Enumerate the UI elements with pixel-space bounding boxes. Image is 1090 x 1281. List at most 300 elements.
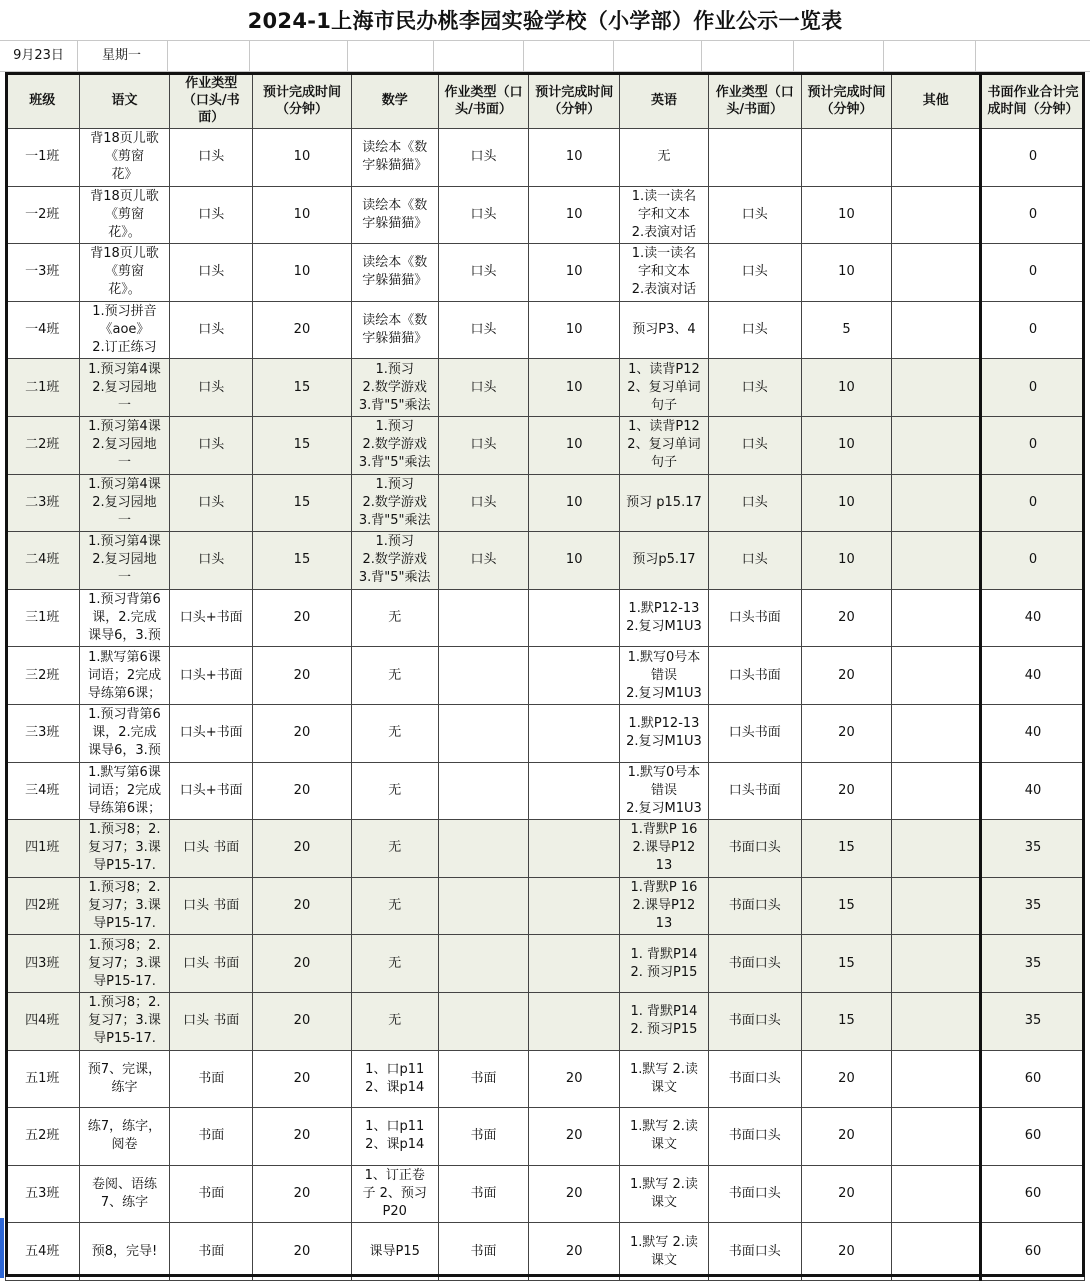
math-cell[interactable]	[351, 704, 438, 762]
class-cell[interactable]	[6, 820, 80, 878]
chinese-cell[interactable]	[79, 704, 170, 762]
chinese-type-cell[interactable]	[170, 416, 253, 474]
english-cell[interactable]	[620, 1223, 709, 1281]
other-cell[interactable]	[892, 186, 981, 244]
chinese-cell[interactable]	[79, 1223, 170, 1281]
english-time-cell[interactable]	[801, 244, 892, 302]
total-time-text: 60	[1024, 1128, 1042, 1144]
english-time-cell[interactable]	[801, 129, 892, 187]
english-time-cell[interactable]	[801, 820, 892, 878]
total-time-text: 60	[1024, 1243, 1042, 1259]
english-time-cell[interactable]	[801, 301, 892, 359]
math-type-cell[interactable]	[438, 762, 529, 820]
other-cell[interactable]	[892, 129, 981, 187]
chinese-cell[interactable]	[79, 129, 170, 187]
class-cell[interactable]	[6, 532, 80, 590]
chinese-type-cell[interactable]	[170, 1108, 253, 1166]
chinese-cell[interactable]	[79, 244, 170, 302]
math-time-cell[interactable]	[529, 186, 620, 244]
chinese-time-text: 10	[293, 206, 311, 222]
math-type-cell[interactable]	[438, 129, 529, 187]
chinese-time-cell[interactable]	[253, 820, 352, 878]
chinese-cell[interactable]	[79, 589, 170, 647]
math-time-cell[interactable]	[529, 532, 620, 590]
math-time-cell[interactable]	[529, 244, 620, 302]
total-time-cell[interactable]	[981, 935, 1085, 993]
math-type-text: 书面	[470, 1070, 497, 1086]
english-time-text: 5	[842, 322, 851, 338]
math-text: 1.预习 2.数学游戏 3.背"5"乘法	[358, 534, 431, 586]
total-time-cell[interactable]	[981, 820, 1085, 878]
math-cell[interactable]	[351, 877, 438, 935]
other-cell[interactable]	[892, 359, 981, 417]
chinese-time-cell[interactable]	[253, 359, 352, 417]
chinese-type-cell[interactable]	[170, 1165, 253, 1223]
math-type-cell[interactable]	[438, 1108, 529, 1166]
english-type-cell[interactable]	[708, 359, 801, 417]
math-type-cell[interactable]	[438, 589, 529, 647]
english-cell[interactable]	[620, 301, 709, 359]
chinese-time-cell[interactable]	[253, 244, 352, 302]
other-cell[interactable]	[892, 532, 981, 590]
english-text: 1.默写 2.读 课文	[629, 1061, 698, 1095]
chinese-time-cell[interactable]	[253, 992, 352, 1050]
sheet-title[interactable]: 2024-1上海市民办桃李园实验学校（小学部）作业公示一览表	[247, 9, 843, 33]
math-cell[interactable]	[351, 532, 438, 590]
math-time-cell[interactable]	[529, 589, 620, 647]
chinese-type-cell[interactable]	[170, 244, 253, 302]
math-type-cell[interactable]	[438, 992, 529, 1050]
chinese-time-cell[interactable]	[253, 935, 352, 993]
english-type-text: 口头书面	[728, 725, 781, 741]
chinese-type-cell[interactable]	[170, 359, 253, 417]
math-type-cell[interactable]	[438, 820, 529, 878]
chinese-cell[interactable]	[79, 647, 170, 705]
chinese-time-cell[interactable]	[253, 532, 352, 590]
english-time-cell[interactable]	[801, 935, 892, 993]
math-time-cell[interactable]	[529, 704, 620, 762]
english-text: 1.读一读名 字和文本 2.表演对话	[631, 188, 697, 240]
chinese-cell[interactable]	[79, 877, 170, 935]
math-cell[interactable]	[351, 359, 438, 417]
english-type-cell[interactable]	[708, 416, 801, 474]
other-cell[interactable]	[892, 301, 981, 359]
english-time-cell[interactable]	[801, 474, 892, 532]
math-cell[interactable]	[351, 301, 438, 359]
table-row	[6, 244, 1085, 302]
class-cell[interactable]	[6, 301, 80, 359]
chinese-cell[interactable]	[79, 820, 170, 878]
class-cell[interactable]	[6, 129, 80, 187]
english-text: 1.读一读名 字和文本 2.表演对话	[631, 246, 697, 298]
english-time-text: 20	[838, 1185, 855, 1201]
math-time-cell[interactable]	[529, 992, 620, 1050]
math-time-cell[interactable]	[529, 1050, 620, 1108]
class-cell[interactable]	[6, 416, 80, 474]
english-time-cell[interactable]	[801, 1108, 892, 1166]
chinese-time-cell[interactable]	[253, 1050, 352, 1108]
math-type-cell[interactable]	[438, 647, 529, 705]
math-type-cell[interactable]	[438, 474, 529, 532]
english-cell[interactable]	[620, 129, 709, 187]
other-cell[interactable]	[892, 935, 981, 993]
english-time-cell[interactable]	[801, 992, 892, 1050]
chinese-time-cell[interactable]	[253, 1223, 352, 1281]
math-cell[interactable]	[351, 186, 438, 244]
header-cell[interactable]: 预计完成时间（分钟）	[529, 73, 620, 129]
chinese-cell[interactable]	[79, 186, 170, 244]
english-type-cell[interactable]	[708, 820, 801, 878]
english-time-cell[interactable]	[801, 1050, 892, 1108]
english-cell[interactable]	[620, 1050, 709, 1108]
empty-cell[interactable]	[794, 41, 884, 71]
chinese-cell[interactable]	[79, 762, 170, 820]
math-text: 读绘本《数 字躲猫猫》	[362, 197, 428, 231]
english-type-cell[interactable]	[708, 935, 801, 993]
math-time-cell[interactable]	[529, 1108, 620, 1166]
chinese-text: 卷阅、语练 7、练字	[91, 1176, 157, 1210]
empty-cell[interactable]	[884, 41, 976, 71]
chinese-time-cell[interactable]	[253, 877, 352, 935]
other-cell[interactable]	[892, 877, 981, 935]
empty-cell[interactable]	[434, 41, 524, 71]
class-cell[interactable]	[6, 1223, 80, 1281]
chinese-cell[interactable]	[79, 1165, 170, 1223]
english-cell[interactable]	[620, 1165, 709, 1223]
other-cell[interactable]	[892, 992, 981, 1050]
chinese-type-cell[interactable]	[170, 647, 253, 705]
chinese-type-cell[interactable]	[170, 762, 253, 820]
math-type-cell[interactable]	[438, 532, 529, 590]
class-cell[interactable]	[6, 992, 80, 1050]
other-cell[interactable]	[892, 1223, 981, 1281]
total-time-cell[interactable]	[981, 992, 1085, 1050]
class-cell[interactable]	[6, 877, 80, 935]
chinese-text: 1.预习8；2. 复习7；3.课 导P15-17.	[88, 995, 161, 1047]
math-text: 1.预习 2.数学游戏 3.背"5"乘法	[358, 361, 431, 413]
english-cell[interactable]	[620, 820, 709, 878]
date-cell[interactable]: 9月23日	[0, 41, 78, 71]
class-cell[interactable]	[6, 762, 80, 820]
chinese-cell[interactable]	[79, 416, 170, 474]
english-time-cell[interactable]	[801, 359, 892, 417]
math-time-cell[interactable]	[529, 129, 620, 187]
chinese-type-cell[interactable]	[170, 129, 253, 187]
empty-cell[interactable]	[614, 41, 702, 71]
math-cell[interactable]	[351, 992, 438, 1050]
weekday-cell[interactable]: 星期一	[78, 41, 168, 71]
table-row	[6, 1108, 1085, 1166]
math-time-cell[interactable]	[529, 820, 620, 878]
header-cell[interactable]: 作业类型（口头/书面）	[170, 73, 253, 129]
chinese-type-cell[interactable]	[170, 186, 253, 244]
total-time-cell[interactable]	[981, 1165, 1085, 1223]
chinese-type-cell[interactable]	[170, 877, 253, 935]
class-cell[interactable]	[6, 935, 80, 993]
chinese-type-cell[interactable]	[170, 820, 253, 878]
english-text: 预习p5.17	[632, 552, 696, 568]
english-cell[interactable]	[620, 474, 709, 532]
math-time-cell[interactable]	[529, 359, 620, 417]
math-time-text: 10	[565, 149, 583, 165]
table-row	[6, 1165, 1085, 1223]
english-cell[interactable]	[620, 935, 709, 993]
english-text: 1.默P12-13 2.复习M1U3	[626, 716, 702, 750]
math-type-text: 口头	[470, 552, 497, 568]
math-type-cell[interactable]	[438, 244, 529, 302]
math-time-cell[interactable]	[529, 1165, 620, 1223]
english-type-cell[interactable]	[708, 704, 801, 762]
chinese-time-cell[interactable]	[253, 1108, 352, 1166]
total-time-cell[interactable]	[981, 359, 1085, 417]
math-time-cell[interactable]	[529, 1223, 620, 1281]
other-cell[interactable]	[892, 416, 981, 474]
total-time-cell[interactable]	[981, 762, 1085, 820]
english-cell[interactable]	[620, 647, 709, 705]
table-row	[6, 647, 1085, 705]
chinese-time-cell[interactable]	[253, 589, 352, 647]
chinese-cell[interactable]	[79, 359, 170, 417]
math-type-cell[interactable]	[438, 877, 529, 935]
class-text: 五4班	[25, 1243, 60, 1259]
math-text: 读绘本《数 字躲猫猫》	[362, 140, 428, 174]
class-text: 一1班	[25, 149, 60, 165]
chinese-cell[interactable]	[79, 532, 170, 590]
math-time-cell[interactable]	[529, 647, 620, 705]
empty-cell[interactable]	[348, 41, 434, 71]
math-time-text: 20	[565, 1128, 583, 1144]
math-cell[interactable]	[351, 762, 438, 820]
english-type-cell[interactable]	[708, 1050, 801, 1108]
total-time-cell[interactable]	[981, 186, 1085, 244]
chinese-type-cell[interactable]	[170, 532, 253, 590]
math-type-cell[interactable]	[438, 935, 529, 993]
english-time-text: 10	[838, 437, 855, 453]
math-time-cell[interactable]	[529, 877, 620, 935]
class-cell[interactable]	[6, 359, 80, 417]
other-cell[interactable]	[892, 244, 981, 302]
math-cell[interactable]	[351, 474, 438, 532]
class-cell[interactable]	[6, 589, 80, 647]
chinese-time-cell[interactable]	[253, 474, 352, 532]
english-type-cell[interactable]	[708, 186, 801, 244]
total-time-text: 0	[1028, 379, 1038, 395]
english-time-cell[interactable]	[801, 704, 892, 762]
english-cell[interactable]	[620, 589, 709, 647]
empty-cell[interactable]	[524, 41, 614, 71]
total-time-cell[interactable]	[981, 129, 1085, 187]
english-type-cell[interactable]	[708, 992, 801, 1050]
header-cell[interactable]: 书面作业合计完成时间（分钟）	[981, 73, 1085, 129]
english-cell[interactable]	[620, 762, 709, 820]
english-type-cell[interactable]	[708, 301, 801, 359]
header-cell[interactable]: 班级	[6, 73, 80, 129]
math-time-cell[interactable]	[529, 301, 620, 359]
header-cell[interactable]: 预计完成时间（分钟）	[801, 73, 892, 129]
header-cell[interactable]: 数学	[351, 73, 438, 129]
total-time-cell[interactable]	[981, 301, 1085, 359]
class-cell[interactable]	[6, 474, 80, 532]
english-cell[interactable]	[620, 877, 709, 935]
math-cell[interactable]	[351, 935, 438, 993]
english-cell[interactable]	[620, 186, 709, 244]
english-time-cell[interactable]	[801, 416, 892, 474]
math-cell[interactable]	[351, 416, 438, 474]
english-cell[interactable]	[620, 416, 709, 474]
math-cell[interactable]	[351, 1223, 438, 1281]
math-cell[interactable]	[351, 1050, 438, 1108]
english-type-cell[interactable]	[708, 1223, 801, 1281]
total-time-cell[interactable]	[981, 416, 1085, 474]
english-time-text: 15	[838, 898, 855, 914]
english-time-cell[interactable]	[801, 1165, 892, 1223]
chinese-type-cell[interactable]	[170, 474, 253, 532]
english-type-cell[interactable]	[708, 877, 801, 935]
other-cell[interactable]	[892, 1165, 981, 1223]
total-time-cell[interactable]	[981, 474, 1085, 532]
chinese-time-cell[interactable]	[253, 301, 352, 359]
math-time-cell[interactable]	[529, 762, 620, 820]
class-text: 一4班	[25, 322, 60, 338]
math-cell[interactable]	[351, 589, 438, 647]
english-cell[interactable]	[620, 244, 709, 302]
chinese-cell[interactable]	[79, 1108, 170, 1166]
math-cell[interactable]	[351, 244, 438, 302]
chinese-time-cell[interactable]	[253, 647, 352, 705]
total-time-cell[interactable]	[981, 589, 1085, 647]
other-cell[interactable]	[892, 1050, 981, 1108]
math-type-cell[interactable]	[438, 301, 529, 359]
math-cell[interactable]	[351, 1108, 438, 1166]
english-cell[interactable]	[620, 992, 709, 1050]
header-cell[interactable]: 其他	[892, 73, 981, 129]
class-cell[interactable]	[6, 1108, 80, 1166]
math-time-cell[interactable]	[529, 474, 620, 532]
empty-cell[interactable]	[976, 41, 1090, 71]
total-time-cell[interactable]	[981, 532, 1085, 590]
math-type-cell[interactable]	[438, 186, 529, 244]
chinese-cell[interactable]	[79, 474, 170, 532]
english-time-cell[interactable]	[801, 1223, 892, 1281]
class-cell[interactable]	[6, 186, 80, 244]
math-type-cell[interactable]	[438, 1223, 529, 1281]
english-type-cell[interactable]	[708, 1165, 801, 1223]
chinese-type-cell[interactable]	[170, 589, 253, 647]
total-time-cell[interactable]	[981, 704, 1085, 762]
chinese-cell[interactable]	[79, 935, 170, 993]
english-time-cell[interactable]	[801, 186, 892, 244]
chinese-time-cell[interactable]	[253, 762, 352, 820]
math-type-cell[interactable]	[438, 704, 529, 762]
math-cell[interactable]	[351, 820, 438, 878]
english-time-cell[interactable]	[801, 877, 892, 935]
math-time-cell[interactable]	[529, 416, 620, 474]
english-time-cell[interactable]	[801, 589, 892, 647]
other-cell[interactable]	[892, 1108, 981, 1166]
chinese-cell[interactable]	[79, 992, 170, 1050]
chinese-type-cell[interactable]	[170, 301, 253, 359]
class-cell[interactable]	[6, 1165, 80, 1223]
english-time-cell[interactable]	[801, 762, 892, 820]
english-cell[interactable]	[620, 532, 709, 590]
english-cell[interactable]	[620, 359, 709, 417]
chinese-time-cell[interactable]	[253, 704, 352, 762]
total-time-cell[interactable]	[981, 1223, 1085, 1281]
class-cell[interactable]	[6, 244, 80, 302]
chinese-type-cell[interactable]	[170, 1050, 253, 1108]
english-type-cell[interactable]	[708, 1108, 801, 1166]
english-type-cell[interactable]	[708, 244, 801, 302]
header-cell[interactable]: 作业类型（口头/书面）	[438, 73, 529, 129]
math-type-cell[interactable]	[438, 416, 529, 474]
english-time-cell[interactable]	[801, 532, 892, 590]
english-type-text: 口头	[741, 264, 768, 280]
chinese-cell[interactable]	[79, 301, 170, 359]
english-type-cell[interactable]	[708, 532, 801, 590]
math-type-cell[interactable]	[438, 359, 529, 417]
class-cell[interactable]	[6, 647, 80, 705]
english-type-cell[interactable]	[708, 647, 801, 705]
chinese-time-text: 20	[293, 840, 311, 856]
math-cell[interactable]	[351, 647, 438, 705]
english-type-cell[interactable]	[708, 762, 801, 820]
math-cell[interactable]	[351, 1165, 438, 1223]
other-cell[interactable]	[892, 704, 981, 762]
chinese-type-cell[interactable]	[170, 1223, 253, 1281]
math-type-cell[interactable]	[438, 1165, 529, 1223]
chinese-time-cell[interactable]	[253, 129, 352, 187]
other-cell[interactable]	[892, 474, 981, 532]
empty-cell[interactable]	[702, 41, 794, 71]
english-time-cell[interactable]	[801, 647, 892, 705]
math-time-cell[interactable]	[529, 935, 620, 993]
total-time-cell[interactable]	[981, 244, 1085, 302]
english-type-text: 口头	[741, 322, 768, 338]
total-time-cell[interactable]	[981, 1108, 1085, 1166]
total-time-cell[interactable]	[981, 1050, 1085, 1108]
header-cell[interactable]: 预计完成时间（分钟）	[253, 73, 352, 129]
chinese-cell[interactable]	[79, 1050, 170, 1108]
empty-cell[interactable]	[168, 41, 250, 71]
math-cell[interactable]	[351, 129, 438, 187]
class-cell[interactable]	[6, 1050, 80, 1108]
chinese-type-cell[interactable]	[170, 704, 253, 762]
empty-cell[interactable]	[250, 41, 348, 71]
math-type-cell[interactable]	[438, 1050, 529, 1108]
chinese-time-cell[interactable]	[253, 1165, 352, 1223]
total-time-cell[interactable]	[981, 877, 1085, 935]
total-time-text: 0	[1028, 264, 1038, 280]
chinese-type-cell[interactable]	[170, 992, 253, 1050]
other-cell[interactable]	[892, 647, 981, 705]
english-type-cell[interactable]	[708, 129, 801, 187]
other-cell[interactable]	[892, 589, 981, 647]
other-cell[interactable]	[892, 820, 981, 878]
chinese-time-cell[interactable]	[253, 186, 352, 244]
english-type-cell[interactable]	[708, 474, 801, 532]
english-cell[interactable]	[620, 704, 709, 762]
english-cell[interactable]	[620, 1108, 709, 1166]
header-cell[interactable]: 作业类型（口头/书面）	[708, 73, 801, 129]
other-cell[interactable]	[892, 762, 981, 820]
english-type-cell[interactable]	[708, 589, 801, 647]
header-cell[interactable]: 英语	[620, 73, 709, 129]
chinese-type-cell[interactable]	[170, 935, 253, 993]
header-cell[interactable]: 语文	[79, 73, 170, 129]
class-cell[interactable]	[6, 704, 80, 762]
chinese-time-cell[interactable]	[253, 416, 352, 474]
total-time-cell[interactable]	[981, 647, 1085, 705]
